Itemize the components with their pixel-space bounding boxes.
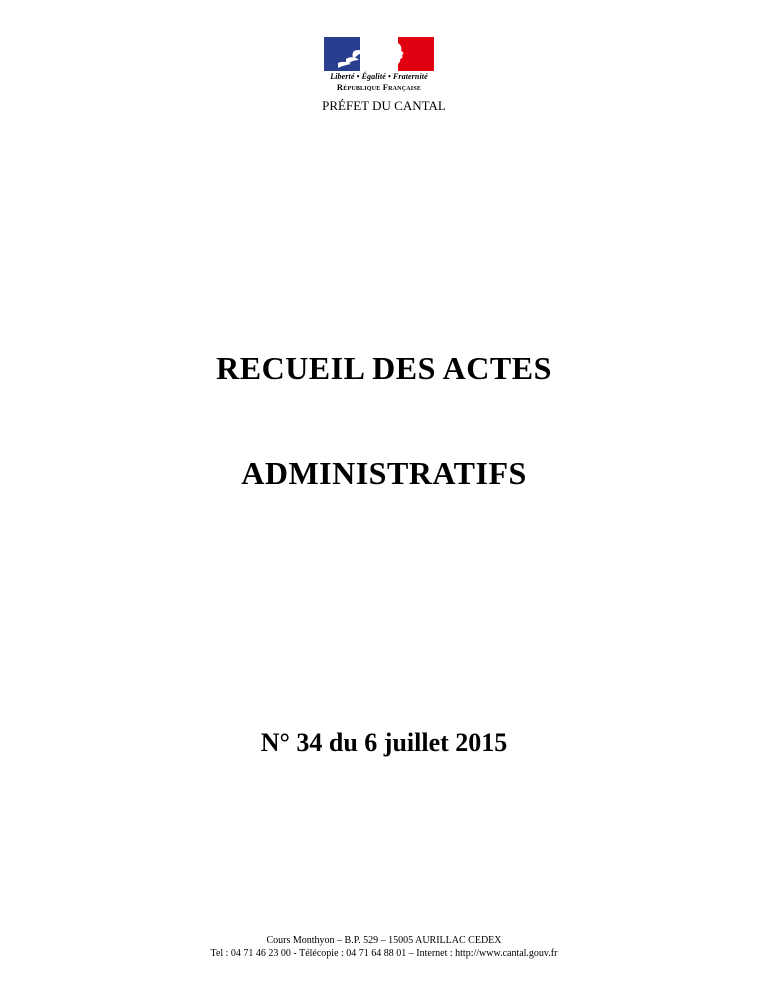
marianne-flag-icon — [324, 37, 434, 71]
motto-text: Liberté • Égalité • Fraternité — [330, 72, 428, 81]
republic-text: République Française — [336, 82, 422, 92]
document-title-line-2: ADMINISTRATIFS — [241, 455, 527, 491]
prefecture-name: PRÉFET DU CANTAL — [322, 98, 446, 113]
footer-contact: Tel : 04 71 46 23 00 - Télécopie : 04 71 64 88 01 – Internet : http://www.cantal.gouv.fr — [210, 948, 558, 959]
issue-number: N° 34 du 6 juillet 2015 — [260, 728, 508, 757]
footer-address: Cours Monthyon – B.P. 529 – 15005 AURILLAC CEDEX — [266, 935, 502, 946]
document-title-line-1: RECUEIL DES ACTES — [216, 350, 552, 386]
